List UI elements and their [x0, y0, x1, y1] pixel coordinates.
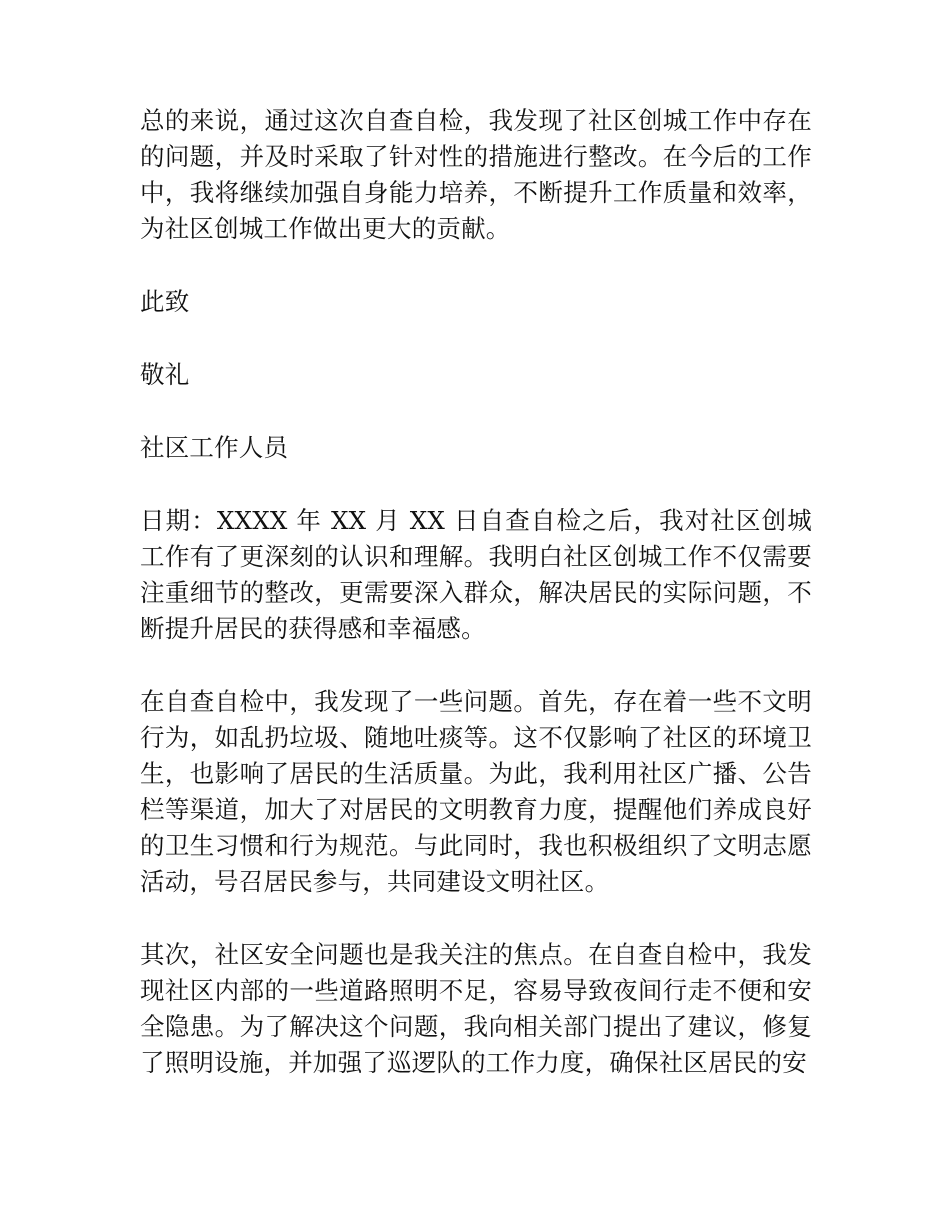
- closing-salutation: 此致: [140, 287, 190, 316]
- signature-author: 社区工作人员: [140, 433, 289, 462]
- closing-respect: 敬礼: [140, 360, 190, 389]
- paragraph-civility-issues: 在自查自检中，我发现了一些问题。首先，存在着一些不文明行为，如乱扔垃圾、随地吐痰等。这不仅影响了社区的环境卫生，也影响了居民的生活质量。为此，我利用社区广播、公告栏等渠道，加大了对居民的文明教育力度，提醒他们养成良好的卫生习惯和行为规范。与此同时，我也积极组织了文明志愿活动，号召居民参与，共同建设文明社区。: [140, 687, 812, 896]
- paragraph-date-reflection: 日期：XXXX 年 XX 月 XX 日自查自检之后，我对社区创城工作有了更深刻的认识和理解。我明白社区创城工作不仅需要注重细节的整改，更需要深入群众，解决居民的实际问题，不断提升居民的获得感和幸福感。: [140, 506, 812, 643]
- paragraph-safety-issues: 其次，社区安全问题也是我关注的焦点。在自查自检中，我发现社区内部的一些道路照明不足，容易导致夜间行走不便和安全隐患。为了解决这个问题，我向相关部门提出了建议，修复了照明设施，并加强了巡逻队的工作力度，确保社区居民的安: [140, 940, 812, 1077]
- paragraph-summary: 总的来说，通过这次自查自检，我发现了社区创城工作中存在的问题，并及时采取了针对性的措施进行整改。在今后的工作中，我将继续加强自身能力培养，不断提升工作质量和效率，为社区创城工作做出更大的贡献。: [140, 106, 812, 243]
